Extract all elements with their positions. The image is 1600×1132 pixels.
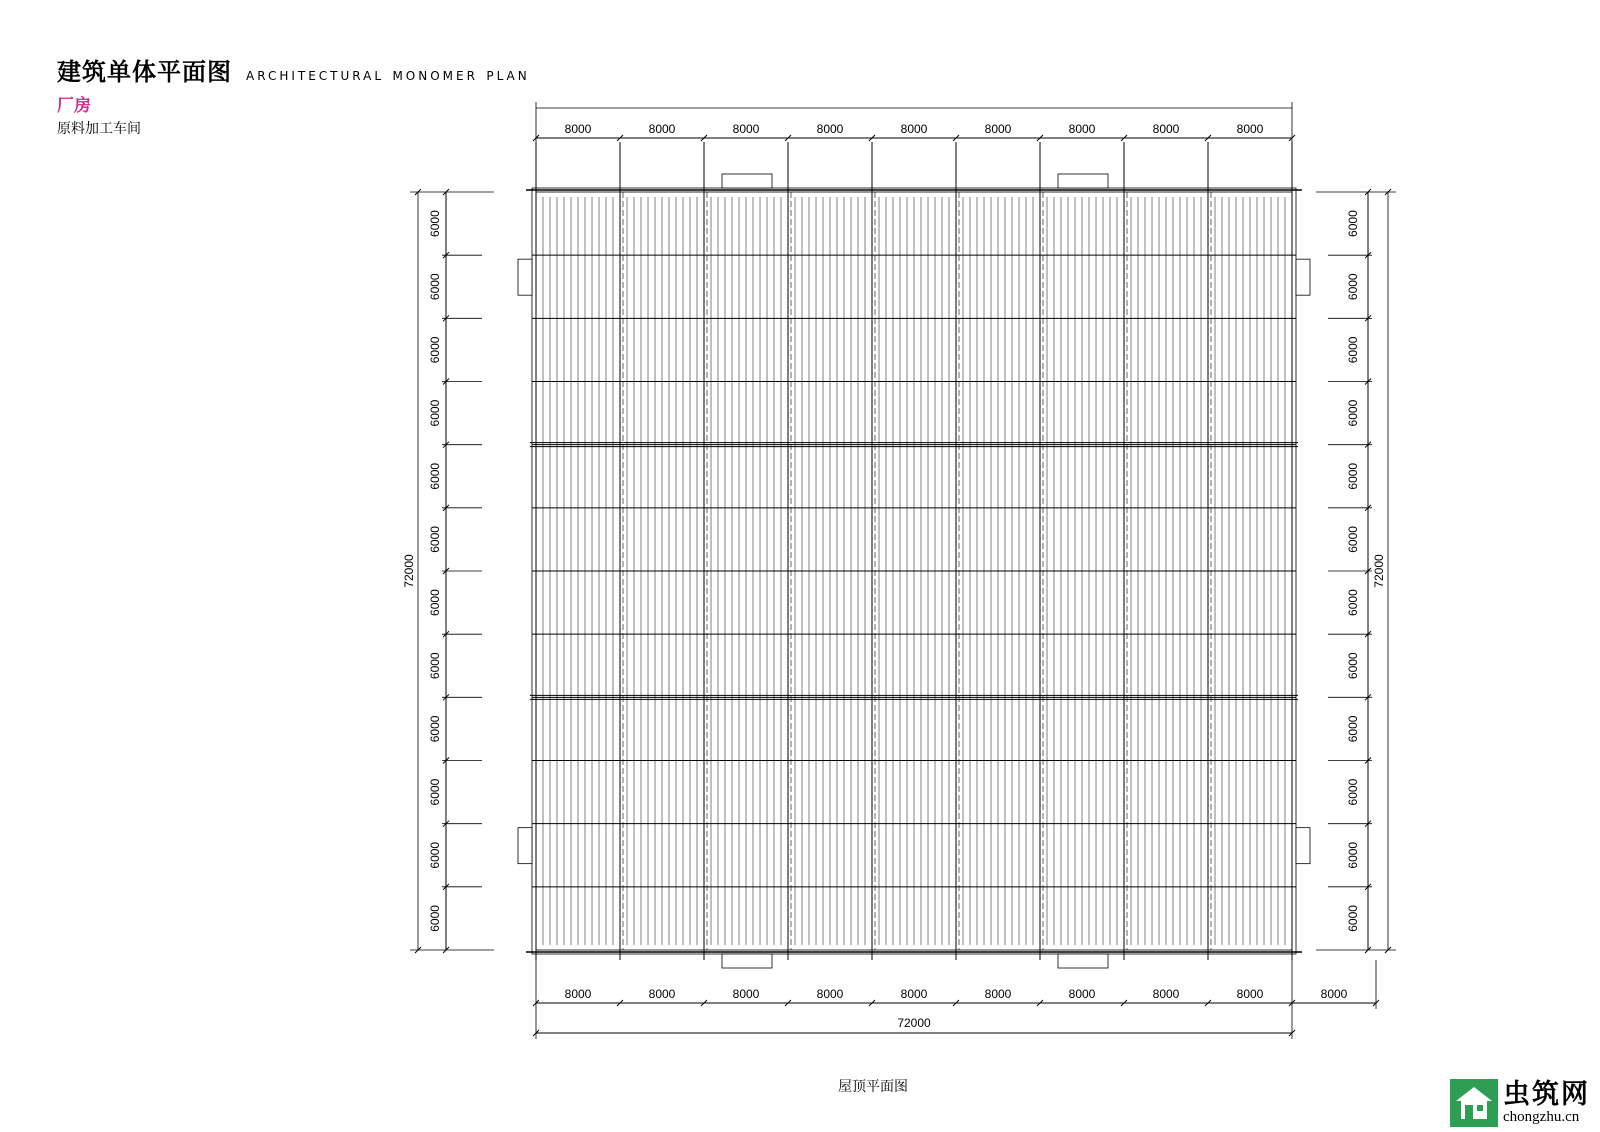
dimension-label-top: 8000 bbox=[900, 122, 928, 137]
outlet-box-left bbox=[518, 828, 532, 864]
dimension-label-left: 6000 bbox=[428, 652, 443, 680]
dimension-label-top: 8000 bbox=[1152, 122, 1180, 137]
outlet-box-bottom bbox=[722, 954, 772, 968]
building-name: 原料加工车间 bbox=[57, 121, 141, 137]
dimension-label-left: 6000 bbox=[428, 336, 443, 364]
dimension-label-left: 6000 bbox=[428, 210, 443, 237]
drawing-caption: 屋顶平面图 bbox=[838, 1079, 908, 1095]
dimension-label-right: 6000 bbox=[1346, 589, 1361, 616]
dimension-label-top: 8000 bbox=[984, 122, 1012, 137]
dimension-label-right: 6000 bbox=[1346, 841, 1361, 869]
dimension-label-right: 6000 bbox=[1346, 210, 1361, 237]
dimension-label-bottom: 8000 bbox=[900, 987, 928, 1002]
dimension-label-top: 8000 bbox=[1236, 122, 1264, 137]
sheet-title-cn: 建筑单体平面图 bbox=[57, 58, 232, 86]
dimension-label-bottom: 8000 bbox=[984, 987, 1012, 1002]
dimension-label-top: 8000 bbox=[816, 122, 844, 137]
house-glyph-icon bbox=[1450, 1079, 1498, 1127]
dimension-label-right: 6000 bbox=[1346, 652, 1361, 680]
dimension-label-right: 6000 bbox=[1346, 399, 1361, 427]
dimension-label-right: 6000 bbox=[1346, 273, 1361, 301]
dimension-label-bottom: 8000 bbox=[564, 987, 592, 1002]
outlet-box-left bbox=[518, 259, 532, 295]
dimension-label-left: 6000 bbox=[428, 526, 443, 553]
dimension-label-bottom: 8000 bbox=[1320, 987, 1348, 1002]
dimension-label-bottom: 8000 bbox=[1236, 987, 1264, 1002]
logo-domain: chongzhu.cn bbox=[1503, 1109, 1580, 1125]
dimension-label-right: 6000 bbox=[1346, 715, 1361, 743]
dimension-label-total: 72000 bbox=[402, 554, 417, 588]
house-logo-icon bbox=[1450, 1079, 1498, 1127]
dimension-label-right: 6000 bbox=[1346, 462, 1361, 490]
dimension-label-top: 8000 bbox=[732, 122, 760, 137]
outlet-box-top bbox=[722, 174, 772, 188]
dimension-label-right: 6000 bbox=[1346, 336, 1361, 364]
logo-text bbox=[1503, 1081, 1590, 1125]
dimension-label-top: 8000 bbox=[564, 122, 592, 137]
dimension-label-bottom: 8000 bbox=[816, 987, 844, 1002]
dimension-label-left: 6000 bbox=[428, 589, 443, 616]
dimension-label-bottom: 8000 bbox=[732, 987, 760, 1002]
outlet-box-top bbox=[1058, 174, 1108, 188]
dimension-label-left: 6000 bbox=[428, 462, 443, 490]
dimension-label-left: 6000 bbox=[428, 905, 443, 932]
dimension-label-bottom: 8000 bbox=[1152, 987, 1180, 1002]
dimension-label-top: 8000 bbox=[1068, 122, 1096, 137]
outlet-box-bottom bbox=[1058, 954, 1108, 968]
dimension-label-left: 6000 bbox=[428, 778, 443, 806]
site-logo bbox=[1450, 1079, 1590, 1127]
dimension-label-left: 6000 bbox=[428, 399, 443, 427]
dimension-label-left: 6000 bbox=[428, 715, 443, 743]
outlet-box-right bbox=[1296, 828, 1310, 864]
dimension-label-bottom: 8000 bbox=[648, 987, 676, 1002]
logo-name-cn: 虫筑网 bbox=[1503, 1079, 1590, 1110]
dimension-label-right: 6000 bbox=[1346, 526, 1361, 553]
outlet-box-right bbox=[1296, 259, 1310, 295]
dimension-label-left: 6000 bbox=[428, 841, 443, 869]
dimension-label-total: 72000 bbox=[897, 1016, 931, 1031]
dimension-label-left: 6000 bbox=[428, 273, 443, 301]
dimension-label-right: 6000 bbox=[1346, 905, 1361, 932]
dimension-label-total: 72000 bbox=[1372, 554, 1387, 588]
dimension-label-bottom: 8000 bbox=[1068, 987, 1096, 1002]
sheet-title-en: architectural monomer plan bbox=[246, 65, 530, 85]
dimension-label-right: 6000 bbox=[1346, 778, 1361, 806]
dimension-label-top: 8000 bbox=[648, 122, 676, 137]
building-type: 厂房 bbox=[57, 96, 91, 116]
